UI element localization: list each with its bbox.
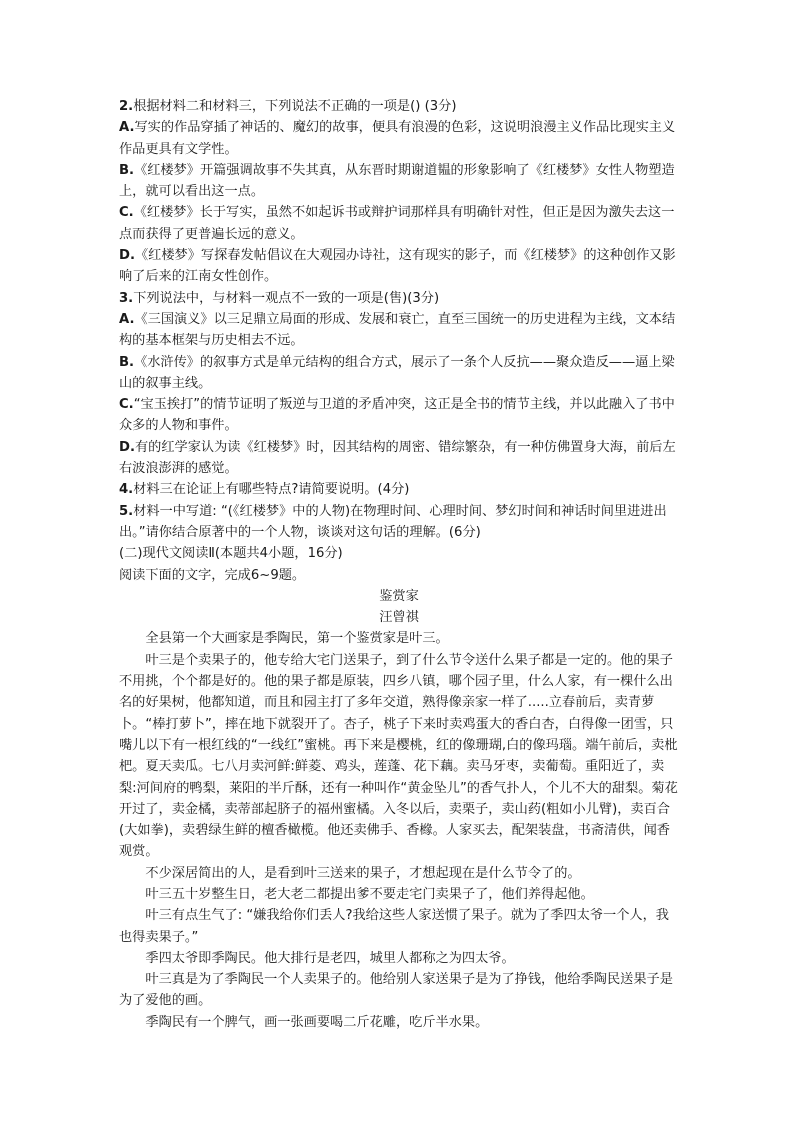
question-stem: [119, 288, 679, 309]
item-text: 《红楼梦》开篇强调故事不失其真，从东晋时期谢道韫的形象影响了《红楼梦》女性人物塑造上，就可以看出这一点。: [119, 162, 675, 200]
story-paragraph: 叶三五十岁整生日，老大老二都提出爹不要走宅门卖果子了，他们养得起他。: [145, 886, 594, 902]
item-marker: 5.: [119, 503, 134, 519]
document-page: [119, 96, 679, 1033]
question-stem: [119, 96, 679, 117]
story-paragraph: 叶三真是为了季陶民一个人卖果子的。他给别人家送果子是为了挣钱，他给季陶民送果子是为了爱他的画。: [119, 972, 673, 1009]
item-marker: D.: [119, 248, 135, 264]
question-option: [119, 160, 679, 203]
item-text: 《三国演义》以三足鼎立局面的形成、发展和衰亡，直至三国统一的历史进程为主线，文本结构的基本框架与历史相去不远。: [119, 311, 676, 349]
story-paragraph: 季陶民有一个脾气，画一张画要喝二斤花雕，吃斤半水果。: [145, 1014, 489, 1030]
section-heading: (二)现代文阅读Ⅱ(本题共4小题，16分): [119, 546, 343, 562]
question-option: [119, 245, 679, 288]
item-marker: 4.: [119, 482, 134, 498]
item-marker: C.: [119, 205, 134, 221]
section-instruction: 阅读下面的文字，完成6~9题。: [119, 567, 306, 583]
question-option: [119, 352, 679, 395]
question-option: [119, 437, 679, 480]
item-marker: D.: [119, 439, 135, 455]
item-marker: 3.: [119, 290, 134, 306]
story-title: 鉴赏家: [379, 588, 419, 604]
item-text: 材料三在论证上有哪些特点?请简要说明。(4分): [133, 482, 410, 498]
item-text: 《红楼梦》写探春发帖倡议在大观园办诗社，这有现实的影子，而《红楼梦》的这种创作又影响了后来的江南女性创作。: [119, 248, 676, 285]
item-text: 写实的作品穿插了神话的、魔幻的故事，便具有浪漫的色彩，这说明浪漫主义作品比现实主义作品更具有文学性。: [119, 120, 676, 157]
item-text: 根据材料二和材料三，下列说法不正确的一项是() (3分): [133, 99, 457, 114]
item-marker: B.: [119, 354, 135, 370]
story-paragraph: 不少深居简出的人，是看到叶三送来的果子，才想起现在是什么节令了的。: [145, 865, 581, 881]
question-option: [119, 117, 679, 160]
item-marker: 2.: [119, 99, 134, 114]
item-text: 有的红学家认为读《红楼梦》时，因其结构的周密、错综繁杂，有一种仿佛置身大海，前后左右波浪澎湃的感觉。: [119, 439, 676, 477]
item-marker: A.: [119, 311, 135, 327]
question-list: [119, 96, 679, 543]
question-option: [119, 202, 679, 245]
item-text: 材料一中写道: “(《红楼梦》中的人物)在物理时间、心理时间、梦幻时间和神话时间里进进出出。”请你结合原著中的一个人物，谈谈对这句话的理解。(6分): [119, 503, 667, 540]
story-paragraph: 季四太爷即季陶民。他大排行是老四，城里人都称之为四太爷。: [145, 950, 515, 966]
item-text: 《水浒传》的叙事方式是单元结构的组合方式，展示了一条个人反抗——聚众造反——逼上梁山的叙事主线。: [119, 354, 675, 391]
story-paragraph: 叶三是个卖果子的，他专给大宅门送果子，到了什么节令送什么果子都是一定的。他的果子不用挑，个个都是好的。他的果子都是原装，四乡八镇，哪个园子里，什么人家，有一棵什么出名的好果树，他都知道，而且和园主打了多年交道，熟得像亲家一样了.....立春前后，卖青萝卜。“棒打萝卜”，摔在地下就裂开了。杏子，桃子下来时卖鸡蛋大的香白杏，白得像一团雪，只嘴儿以下有一根红线的“一线红”蜜桃。再下来是樱桃，红的像珊瑚,白的像玛瑙。端午前后，卖枇杷。夏天卖瓜。七八月卖河鲜:鲜菱、鸡头，莲蓬、花下藕。卖马牙枣，卖葡萄。重阳近了，卖梨:河间府的鸭梨，莱阳的半斤酥，还有一种叫作“黄金坠儿”的香气扑人，个儿不大的甜梨。菊花开过了，卖金橘，卖蒂部起脐子的福州蜜橘。入冬以后，卖栗子，卖山药(粗如小儿臂)，卖百合(大如拳)，卖碧绿生鲜的檀香橄榄。他还卖佛手、香橼。人家买去，配架装盘，书斋清供，闻香观赏。: [119, 652, 678, 860]
question-stem: [119, 479, 679, 500]
item-text: 《红楼梦》长于写实，虽然不如起诉书或辩护词那样具有明确针对性，但正是因为激失去这一点而获得了更普遍长远的意义。: [119, 205, 675, 242]
item-marker: B.: [119, 162, 135, 178]
item-marker: A.: [119, 120, 135, 136]
story-paragraph: 全县第一个大画家是季陶民，第一个鉴赏家是叶三。: [145, 631, 449, 647]
item-text: “宝玉挨打”的情节证明了叛逆与卫道的矛盾冲突，这正是全书的情节主线，并以此融入了书中众多的人物和事件。: [119, 397, 675, 434]
story-paragraph: 叶三有点生气了: “嫌我给你们丢人?我给这些人家送惯了果子。就为了季四太爷一个人，我也得卖果子。”: [119, 908, 669, 945]
story-body: [119, 628, 679, 1033]
item-marker: C.: [119, 397, 134, 413]
question-option: [119, 309, 679, 352]
question-stem: [119, 501, 679, 544]
item-text: 下列说法中，与材料一观点不一致的一项是(售)(3分): [133, 290, 440, 306]
story-author: 汪曾祺: [379, 610, 419, 626]
question-option: [119, 394, 679, 437]
